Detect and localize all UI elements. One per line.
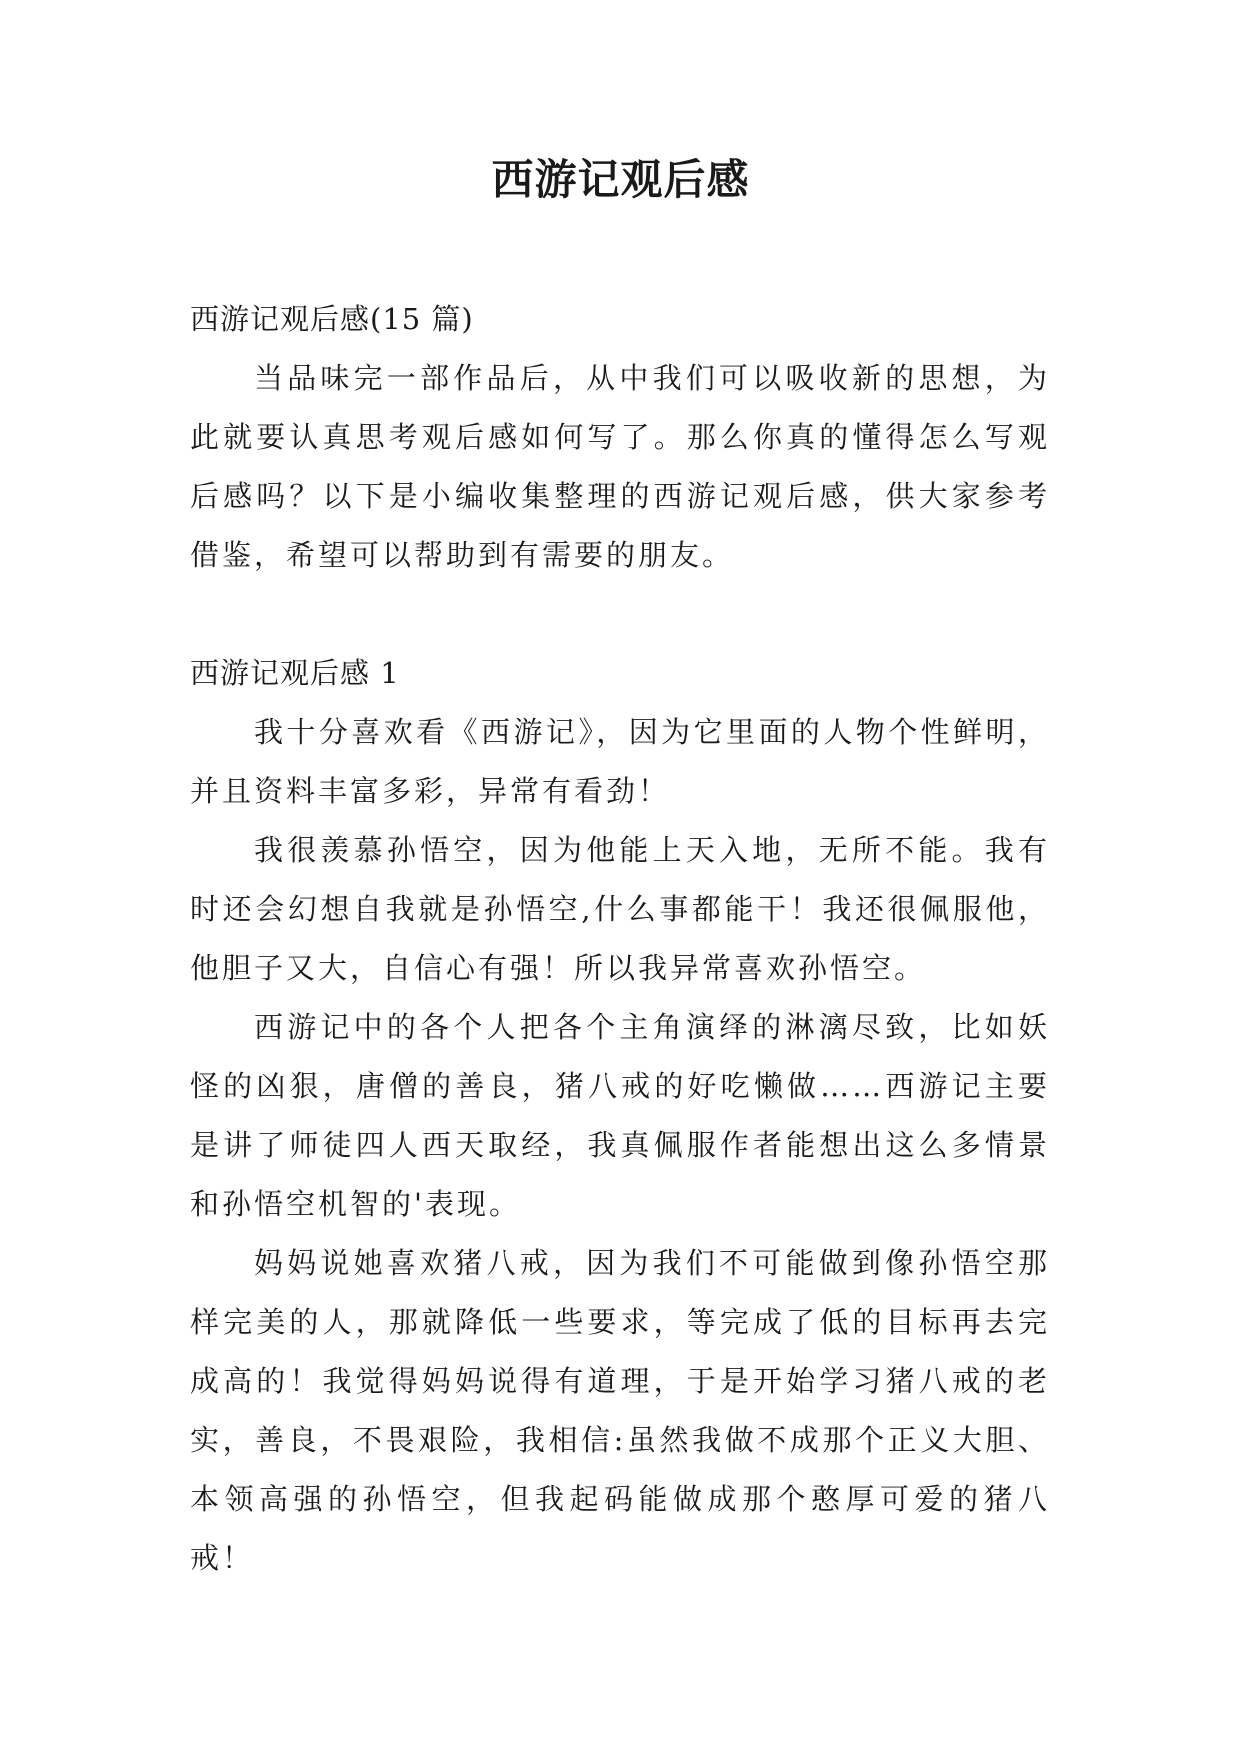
document-title: 西游记观后感	[491, 155, 750, 204]
body-paragraph: 妈妈说她喜欢猪八戒，因为我们不可能做到像孙悟空那样完美的人，那就降低一些要求，等完成了低的目标再去完成高的！我觉得妈妈说得有道理，于是开始学习猪八戒的老实，善良，不畏艰险，我相信:虽然我做不成那个正义大胆、本领高强的孙悟空，但我起码能做成那个憨厚可爱的猪八戒！	[190, 1246, 1050, 1575]
body-paragraph: 西游记中的各个人把各个主角演绎的淋漓尽致，比如妖怪的凶狠，唐僧的善良，猪八戒的好吃懒做……西游记主要是讲了师徒四人西天取经，我真佩服作者能想出这么多情景和孙悟空机智的'表现。	[190, 1010, 1050, 1221]
intro-heading: 西游记观后感(15 篇)	[190, 302, 474, 336]
section-heading: 西游记观后感 1	[190, 656, 400, 690]
body-paragraph: 我十分喜欢看《西游记》，因为它里面的人物个性鲜明，并且资料丰富多彩，异常有看劲！	[190, 715, 1050, 808]
document-body	[190, 290, 1050, 1588]
section-spacer	[190, 585, 1050, 644]
body-paragraph: 我很羡慕孙悟空，因为他能上天入地，无所不能。我有时还会幻想自我就是孙悟空,什么事都能干！我还很佩服他，他胆子又大，自信心有强！所以我异常喜欢孙悟空。	[190, 833, 1050, 985]
intro-paragraph: 当品味完一部作品后，从中我们可以吸收新的思想，为此就要认真思考观后感如何写了。那么你真的懂得怎么写观后感吗？以下是小编收集整理的西游记观后感，供大家参考借鉴，希望可以帮助到有需要的朋友。	[190, 361, 1050, 572]
